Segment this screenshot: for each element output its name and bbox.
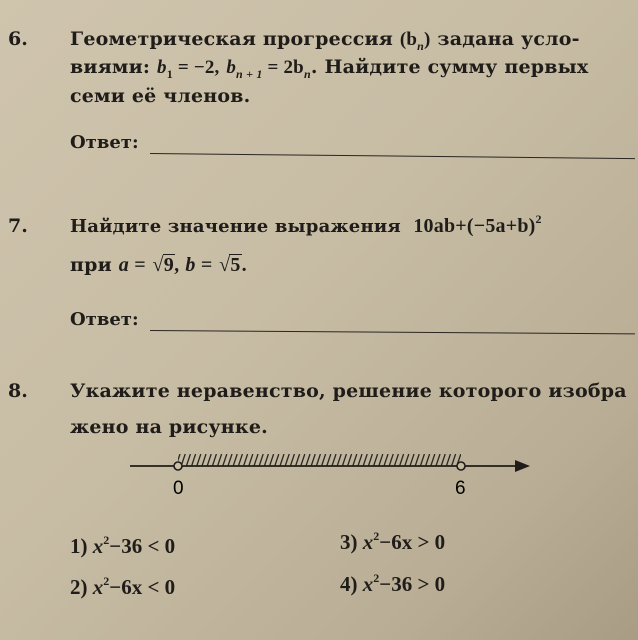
q7-a-sqrt: √9: [152, 254, 174, 276]
q7-b-eq: , b =: [174, 254, 213, 276]
hatch-stroke: [280, 454, 284, 466]
q6-seq: $(b_n)$: [399, 29, 431, 53]
hatch-stroke: [337, 454, 341, 466]
hatch-stroke: [342, 454, 346, 466]
hatch-stroke: [389, 454, 393, 466]
hatch-stroke: [186, 454, 190, 466]
q7-answer-label: Ответ:: [70, 309, 139, 330]
hatch-stroke: [452, 454, 456, 466]
hatch-stroke: [415, 454, 419, 466]
hatch-stroke: [311, 454, 315, 466]
hatch-stroke: [202, 454, 206, 466]
q6-b1: $b_1 = -2$,: [156, 57, 220, 81]
hatch-stroke: [410, 454, 414, 466]
q6-line2-start: виями:: [70, 56, 151, 78]
hatch-stroke: [316, 454, 320, 466]
hatch-stroke: [249, 454, 253, 466]
hatch-stroke: [192, 454, 196, 466]
hatch-stroke: [228, 454, 232, 466]
hatch-stroke: [218, 454, 222, 466]
hatch-stroke: [244, 454, 248, 466]
q7-number: 7.: [8, 215, 28, 237]
hatch-stroke: [441, 454, 445, 466]
hatch-stroke: [290, 454, 294, 466]
hatch-stroke: [212, 454, 216, 466]
hatch-stroke: [223, 454, 227, 466]
hatch-stroke: [348, 454, 352, 466]
hatch-stroke: [374, 454, 378, 466]
hatch-stroke: [197, 454, 201, 466]
q6-line3: семи её членов.: [70, 85, 251, 107]
q8-number: 8.: [8, 380, 28, 402]
hatch-stroke: [363, 454, 367, 466]
hatch-stroke: [420, 454, 424, 466]
hatch-stroke: [270, 454, 274, 466]
option-4[interactable]: 4) $x^2-36 > 0$: [340, 571, 446, 596]
option-2[interactable]: 2) $x^2-6x < 0$: [70, 574, 176, 599]
hatch-stroke: [332, 454, 336, 466]
hatch-stroke: [306, 454, 310, 466]
q7-line2: [70, 254, 247, 277]
hatch-stroke: [436, 454, 440, 466]
hatch-stroke: [254, 454, 258, 466]
hatch-stroke: [394, 454, 398, 466]
hatch-stroke: [358, 454, 362, 466]
hatch-stroke: [301, 454, 305, 466]
hatch-stroke: [327, 454, 331, 466]
q7-answer-line[interactable]: [150, 330, 635, 334]
q6-answer-line[interactable]: [150, 153, 635, 159]
hatch-stroke: [259, 454, 263, 466]
q6-line1-tail: задана усло-: [437, 28, 580, 50]
q8-line2: жено на рисунке.: [70, 416, 268, 438]
hatch-stroke: [275, 454, 279, 466]
q6-line2-end: . Найдите сумму первых: [310, 56, 589, 78]
hatch-stroke: [285, 454, 289, 466]
option-3[interactable]: 3) $x^2-6x > 0$: [340, 529, 446, 554]
q7-line1-text: Найдите значение выражения: [70, 216, 401, 237]
q7-line2-end: .: [241, 254, 247, 276]
open-point-0: [174, 462, 182, 470]
hatch-stroke: [233, 454, 237, 466]
q6-answer-label: Ответ:: [70, 132, 139, 153]
q7-a-eq: a =: [118, 254, 146, 276]
q7-line1: [70, 212, 542, 238]
hatch-stroke: [238, 454, 242, 466]
option-1[interactable]: 1) $x^2-36 < 0$: [70, 533, 176, 558]
hatch-stroke: [426, 454, 430, 466]
number-line-figure: [120, 450, 540, 500]
axis-label-6: 6: [455, 478, 466, 499]
hatch-stroke: [446, 454, 450, 466]
hatch-stroke: [296, 454, 300, 466]
q8-line1: Укажите неравенство, решение которого изобра: [70, 380, 627, 402]
hatch-stroke: [384, 454, 388, 466]
q7-line2-start: при: [70, 254, 112, 276]
hatch-stroke: [207, 454, 211, 466]
axis-arrow-icon: [515, 460, 530, 472]
hatch-stroke: [379, 454, 383, 466]
hatch-stroke: [322, 454, 326, 466]
hatch-stroke: [431, 454, 435, 466]
hatch-stroke: [353, 454, 357, 466]
open-point-6: [457, 462, 465, 470]
q6-line2: [70, 56, 588, 82]
hatch-stroke: [368, 454, 372, 466]
hatch-stroke: [400, 454, 404, 466]
solution-hatching: [176, 454, 466, 466]
q6-recurrence: $b_{n + 1} = 2b_n$: [226, 57, 311, 81]
q6-line1: [70, 28, 580, 54]
hatch-stroke: [405, 454, 409, 466]
q6-number: 6.: [8, 28, 28, 50]
q7-b-sqrt: √5: [219, 254, 241, 276]
axis-label-0: 0: [173, 478, 184, 499]
hatch-stroke: [264, 454, 268, 466]
q7-expression: $10ab+(-5a+b)^2$: [413, 212, 542, 237]
q6-line1-text: Геометрическая прогрессия: [70, 28, 394, 50]
